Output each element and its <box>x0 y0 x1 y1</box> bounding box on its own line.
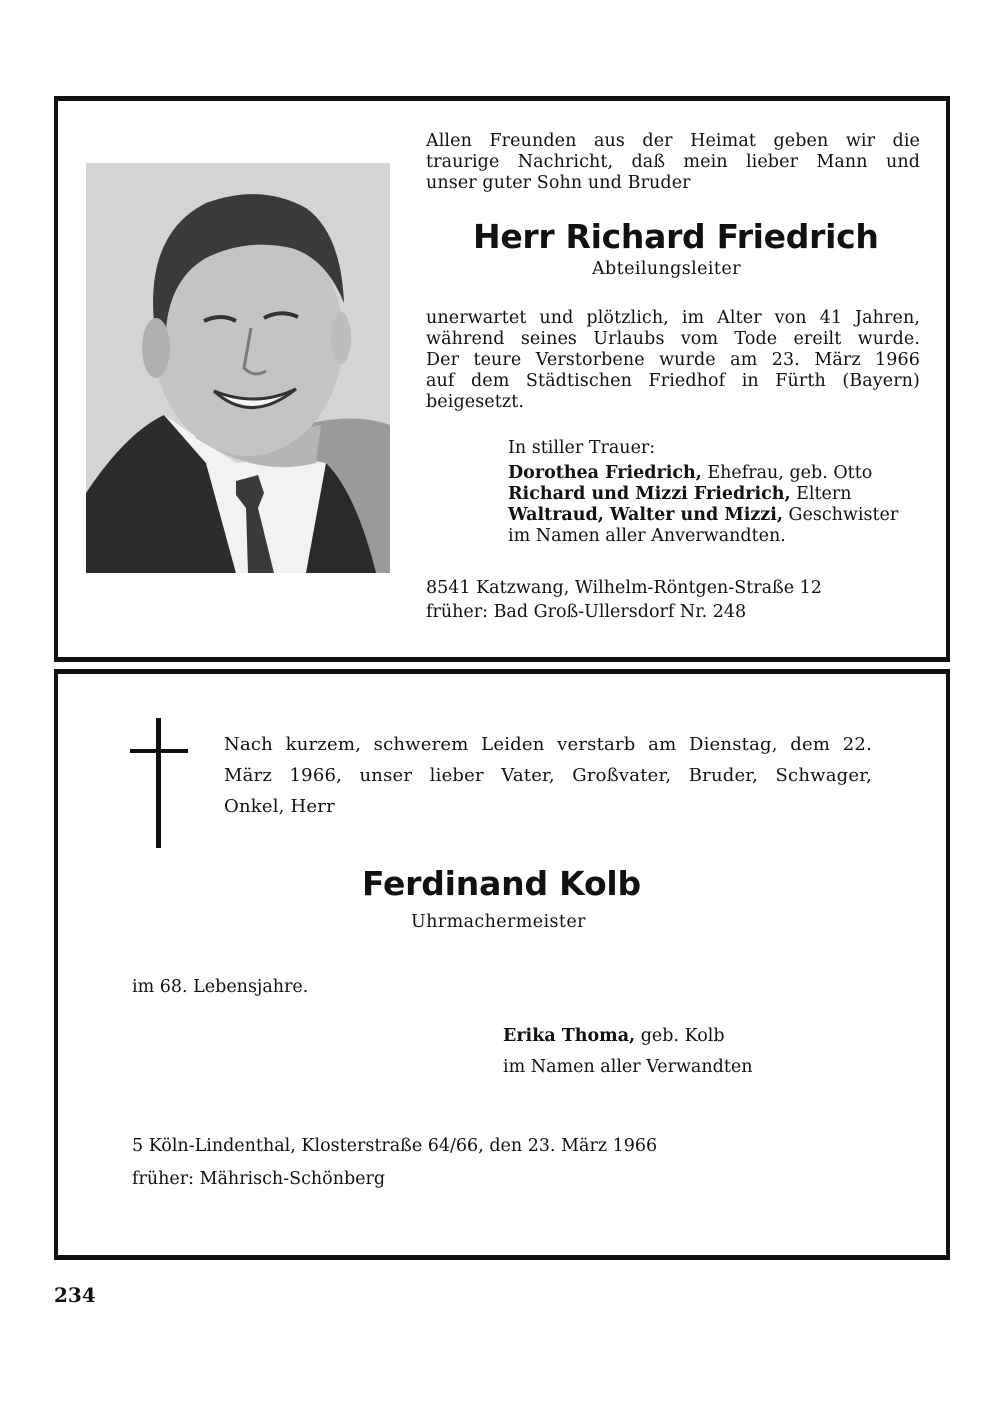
deceased-title-kolb: Uhrmachermeister <box>411 912 586 932</box>
mourner-name: Richard und Mizzi Friedrich, <box>508 484 791 504</box>
mourner-relation: geb. Kolb <box>635 1026 725 1046</box>
body-line-4: auf dem Städtischen Friedhof in Fürth (Bayern) <box>426 371 920 391</box>
mourner-relation: im Namen aller Anverwandten. <box>508 526 786 546</box>
intro2-line-2: März 1966, unser lieber Vater, Großvater, Bruder, Schwager, <box>224 765 872 786</box>
body-line-2: während seines Urlaubs vom Tode ereilt wurde. <box>426 329 920 349</box>
mourner-kolb <box>503 1026 725 1047</box>
deceased-title-friedrich: Abteilungsleiter <box>592 259 741 279</box>
mourner-relation: Geschwister <box>782 505 899 525</box>
deceased-name-kolb: Ferdinand Kolb <box>362 864 641 903</box>
address-friedrich: 8541 Katzwang, Wilhelm-Röntgen-Straße 12 <box>426 578 822 598</box>
notice1-intro <box>426 131 920 194</box>
former-address-kolb: früher: Mährisch-Schönberg <box>132 1169 386 1189</box>
body-line-3: Der teure Verstorbene wurde am 23. März 1966 <box>426 350 920 370</box>
intro2-line-1: Nach kurzem, schwerem Leiden verstarb am Dienstag, dem 22. <box>224 734 872 755</box>
mourner-name: Erika Thoma, <box>503 1026 636 1046</box>
age-kolb: im 68. Lebensjahre. <box>132 977 309 997</box>
mourner-relation: Ehefrau, geb. Otto <box>701 463 873 483</box>
notice2-intro <box>224 729 872 822</box>
page-number: 234 <box>54 1283 96 1307</box>
intro-line-1: Allen Freunden aus der Heimat geben wir die <box>426 131 920 151</box>
address-kolb: 5 Köln-Lindenthal, Klosterstraße 64/66, den 23. März 1966 <box>132 1136 658 1156</box>
portrait-photo <box>86 163 390 573</box>
mourner-name: Dorothea Friedrich, <box>508 463 702 483</box>
deceased-name-friedrich: Herr Richard Friedrich <box>473 217 879 256</box>
mourner-name: Waltraud, Walter und Mizzi, <box>508 505 783 525</box>
mourner-relation: Eltern <box>790 484 852 504</box>
mourner-line-2 <box>508 484 852 505</box>
intro2-line-3: Onkel, Herr <box>224 796 335 817</box>
notice1-body <box>426 308 920 413</box>
mourner-kolb-line-2: im Namen aller Verwandten <box>503 1057 753 1077</box>
cross-icon <box>156 718 161 848</box>
mourner-line-4 <box>508 526 786 547</box>
body-line-1: unerwartet und plötzlich, im Alter von 41 Jahren, <box>426 308 920 328</box>
cross-icon-bar <box>130 749 188 753</box>
former-address-friedrich: früher: Bad Groß-Ullersdorf Nr. 248 <box>426 602 747 622</box>
mourner-line-1 <box>508 463 872 484</box>
intro-line-2: traurige Nachricht, daß mein lieber Mann und <box>426 152 920 172</box>
intro-line-3: unser guter Sohn und Bruder <box>426 173 691 193</box>
body-line-5: beigesetzt. <box>426 392 524 412</box>
mourner-line-3 <box>508 505 898 526</box>
mourning-label: In stiller Trauer: <box>508 438 656 458</box>
